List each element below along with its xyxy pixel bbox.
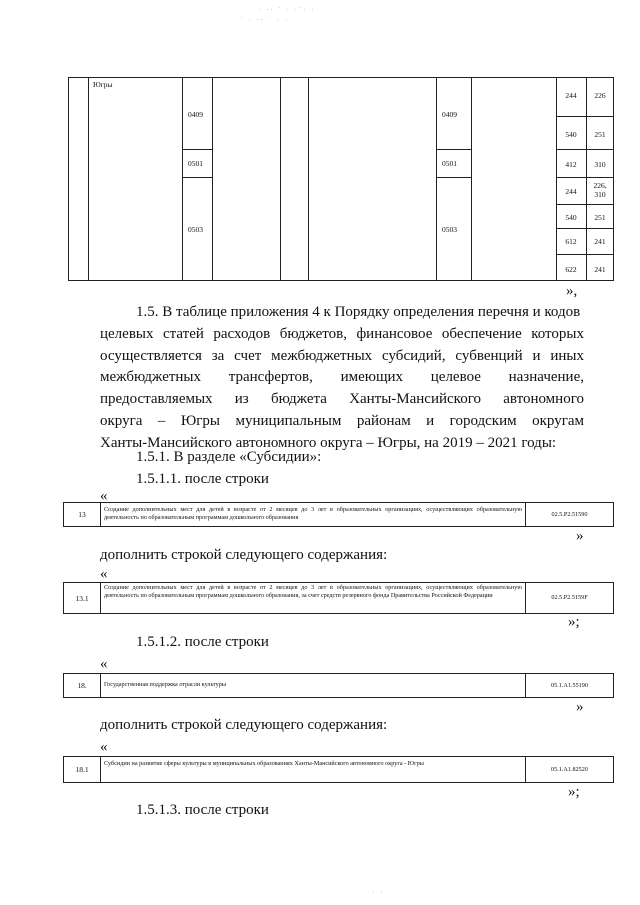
- line-text: 1.5. В таблице приложения 4 к Порядку определения перечня и кодов: [136, 304, 581, 320]
- row-code: 02.5.P2.5159F: [551, 594, 588, 602]
- paragraph-line: [100, 302, 584, 324]
- code-0501-right: 0501: [442, 159, 457, 168]
- cell-value: 540: [565, 129, 577, 139]
- paragraph-line: целевых статей расходов бюджетов, финансовое обеспечение которых: [100, 325, 584, 342]
- paragraph-line: межбюджетных трансфертов, имеющих целевое назначение,: [100, 369, 584, 386]
- row-18-table: [63, 673, 614, 698]
- code-0409-right: 0409: [442, 110, 457, 119]
- cell-value: 412: [565, 159, 577, 169]
- cell-value: 241: [594, 236, 606, 246]
- cell-value: 622: [565, 264, 577, 274]
- row-text: Государственная поддержка отрасли культуры: [104, 681, 227, 688]
- cell-value: 251: [594, 129, 606, 139]
- cell-value: 540: [565, 212, 577, 222]
- row-13-1-table: [63, 582, 614, 614]
- paragraph-line: Ханты-Мансийского автономного округа – Югры, на 2019 – 2021 годы:: [100, 434, 557, 451]
- close-quote: »: [576, 699, 584, 715]
- scan-artifact: ˙ · ·· ˙ · ·: [240, 16, 290, 24]
- code-0501-left: 0501: [188, 159, 203, 168]
- heading-1-5-1-3: 1.5.1.3. после строки: [136, 802, 269, 818]
- close-quote: »: [576, 528, 584, 544]
- cell-value: 226: [594, 90, 606, 100]
- code-0409-left: 0409: [188, 110, 203, 119]
- paragraph-line: осуществляется за счет межбюджетных субсидий, субвенций и иных: [100, 347, 584, 364]
- cell-value: 244: [565, 186, 577, 196]
- close-quote: »;: [568, 614, 580, 630]
- region-label: Югры: [93, 80, 113, 89]
- paragraph-line: предоставляемых из бюджета Ханты-Мансийского автономного: [100, 391, 584, 408]
- row-code: 02.5.P2.51590: [551, 510, 588, 518]
- open-quote: «: [100, 739, 108, 755]
- row-number: 13: [78, 510, 86, 519]
- open-quote: «: [100, 656, 108, 672]
- add-row-instruction: дополнить строкой следующего содержания:: [100, 717, 388, 733]
- row-number: 13.1: [75, 593, 89, 603]
- row-code: 05.1.A1.82520: [551, 765, 588, 773]
- heading-1-5-1: 1.5.1. В разделе «Субсидии»:: [136, 449, 322, 465]
- row-number: 18.1: [75, 765, 89, 774]
- scan-artifact: · ·: [372, 888, 385, 896]
- heading-1-5-1-2: 1.5.1.2. после строки: [136, 634, 269, 650]
- code-0503-left: 0503: [188, 225, 203, 234]
- row-text: Создание дополнительных мест для детей в возрасте от 2 месяцев до 3 лет в образовательных организациях, осуществляющих образовательную деятельность по образовательным программам дошкольного образования: [104, 506, 522, 521]
- cell-value: 241: [594, 264, 606, 274]
- cell-value: 612: [565, 236, 577, 246]
- close-quote: »;: [568, 784, 580, 800]
- cell-value: 226, 310: [593, 181, 607, 199]
- row-number: 18.: [77, 681, 87, 690]
- scan-artifact: · ·· ˙ · ·˙· ·: [258, 6, 316, 14]
- open-quote: «: [100, 566, 108, 582]
- row-18-1-table: [63, 756, 614, 783]
- row-text: Субсидии на развитие сферы культуры в муниципальных образованиях Ханты-Мансийского автономного округа - Югры: [104, 760, 424, 767]
- row-13-table: [63, 502, 614, 527]
- row-code: 05.1.A1.55190: [551, 681, 588, 689]
- row-text: Создание дополнительных мест для детей в возрасте от 2 месяцев до 3 лет в образовательных организациях, осуществляющих образовательную деятельность по образовательным программам дошкольного образования, за счет средств резервного фонда Правительства Российской Федерации: [104, 584, 522, 599]
- code-0503-right: 0503: [442, 225, 457, 234]
- add-row-instruction: дополнить строкой следующего содержания:: [100, 547, 388, 563]
- paragraph-1-5: [100, 302, 584, 455]
- cell-value: 251: [594, 212, 606, 222]
- cell-value: 310: [594, 159, 606, 169]
- close-quote: »,: [566, 283, 578, 299]
- top-table: [68, 77, 614, 281]
- heading-1-5-1-1: 1.5.1.1. после строки: [136, 471, 269, 487]
- open-quote: «: [100, 488, 108, 504]
- paragraph-line: округа – Югры муниципальным районам и городским округам: [100, 412, 584, 429]
- cell-value: 244: [565, 90, 577, 100]
